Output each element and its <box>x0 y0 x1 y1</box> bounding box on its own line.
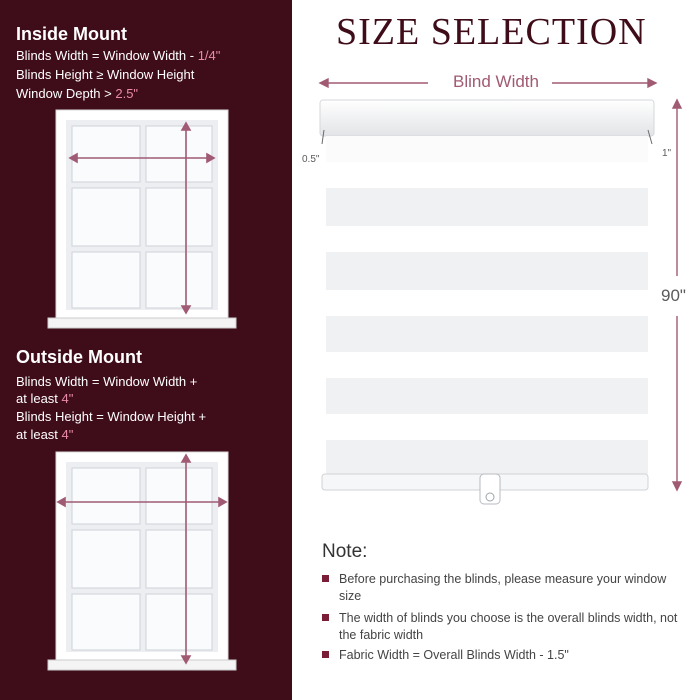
right-offset-label: 1" <box>662 148 672 159</box>
outside-mount-height-rule: Blinds Height = Window Height + <box>16 409 207 424</box>
roller-blind-illustration <box>312 96 662 516</box>
note-item: Fabric Width = Overall Blinds Width - 1.5" <box>322 647 679 664</box>
left-panel <box>0 0 292 700</box>
bullet-icon <box>322 651 329 658</box>
left-offset-label: 0.5" <box>302 154 320 165</box>
bullet-icon <box>322 575 329 582</box>
note-title: Note: <box>322 541 368 562</box>
outside-mount-title: Outside Mount <box>16 347 142 367</box>
inside-mount-width-rule: Blinds Width = Window Width - 1/4" <box>16 48 221 63</box>
outside-mount-window-illustration <box>46 450 246 675</box>
inside-mount-depth-rule: Window Depth > 2.5" <box>16 86 139 101</box>
note-item: The width of blinds you choose is the overall blinds width, not the fabric width <box>322 610 679 644</box>
blind-height-label: 90" <box>661 286 686 305</box>
outside-height-extra-value: 4" <box>61 427 74 442</box>
size-selection-title: SIZE SELECTION <box>336 11 647 53</box>
bullet-icon <box>322 614 329 621</box>
note-item: Before purchasing the blinds, please measure your window size <box>322 571 679 605</box>
blind-width-label: Blind Width <box>453 72 539 91</box>
outside-mount-width-rule: Blinds Width = Window Width + <box>16 374 198 389</box>
outside-mount-width-extra: at least 4" <box>16 391 74 406</box>
inside-width-deduction: 1/4" <box>197 48 221 63</box>
inside-mount-height-rule: Blinds Height ≥ Window Height <box>16 67 195 82</box>
inside-mount-title: Inside Mount <box>16 24 127 44</box>
inside-mount-window-illustration <box>46 108 246 333</box>
outside-width-extra-value: 4" <box>61 391 74 406</box>
outside-mount-height-extra: at least 4" <box>16 427 74 442</box>
inside-depth-value: 2.5" <box>115 86 139 101</box>
